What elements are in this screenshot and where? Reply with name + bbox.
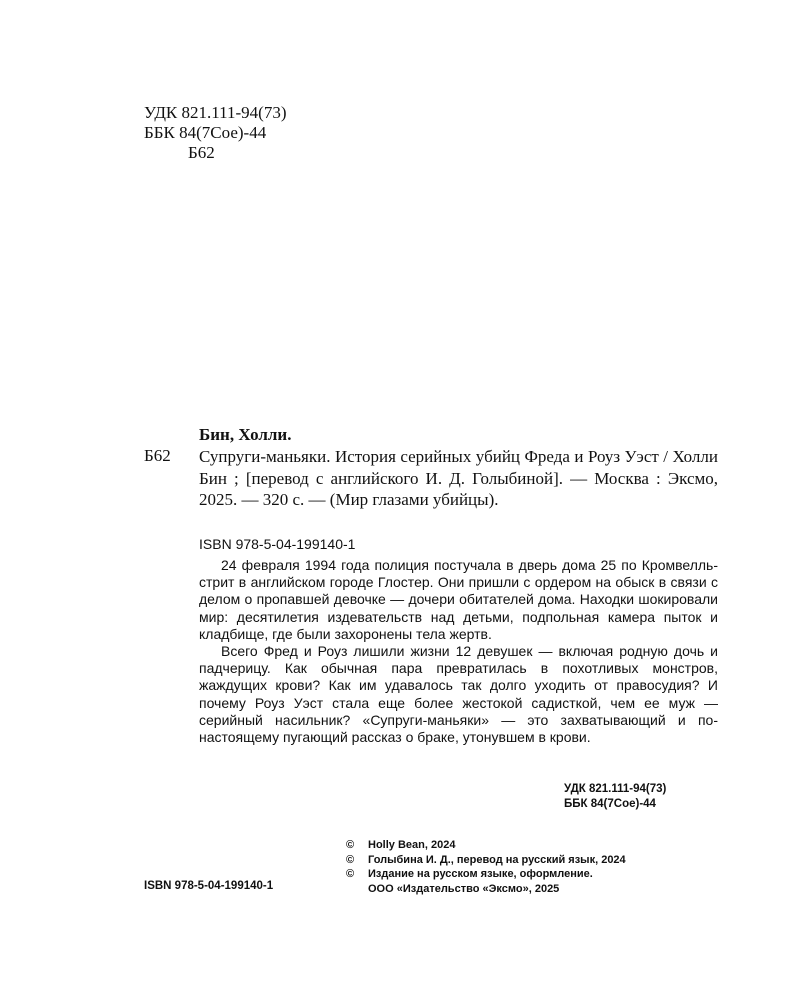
annotation-paragraph: 24 февраля 1994 года полиция постучала в дверь дома 25 по Кромвелль-стрит в английском городе Глостер. Они пришли с ордером на обыск в связи с делом о пропавшей девочке — дочери обитателей дома. Находки шокировали мир: десятилетия издевательств над детьми, подпольная камера пыток и кладбище, где были захоронены тела жертв. <box>199 557 718 642</box>
copyright-line <box>346 853 726 868</box>
catalog-author: Бин, Холли. <box>199 425 292 444</box>
annotation <box>199 557 718 746</box>
bottom-classification-codes <box>564 782 666 812</box>
copyright-line <box>346 882 726 897</box>
udk-code: УДК 821.111-94(73) <box>144 103 287 122</box>
catalog-code: Б62 <box>144 446 171 465</box>
copyright-text: Holly Bean, 2024 <box>368 839 456 851</box>
annotation-paragraph: Всего Фред и Роуз лишили жизни 12 девушек — включая родную дочь и падчерицу. Как обычная пара превратилась в похотливых монстров, жаждущих крови? Как им удавалось так долго уходить от правосудия? И почему Роуз Уэст стала еще более жестокой садисткой, чем ее муж — серийный насильник? «Супруги-маньяки» — это захватывающий и по-настоящему пугающий рассказ о браке, утонувшем в крови. <box>199 643 718 746</box>
copyright-symbol: © <box>346 868 355 880</box>
bottom-udk-code: УДК 821.111-94(73) <box>564 783 667 795</box>
bbk-code: ББК 84(7Сое)-44 <box>144 123 267 142</box>
copyright-text: Издание на русском языке, оформление. <box>368 868 593 880</box>
bibliographic-description: Супруги-маньяки. История серийных убийц Фреда и Роуз Уэст / Холли Бин ; [перевод с английского И. Д. Голыбиной]. — Москва : Эксмо, 2025. — 320 с. — (Мир глазами убийцы). <box>199 447 718 509</box>
bottom-isbn: ISBN 978-5-04-199140-1 <box>144 880 274 892</box>
catalog-isbn: ISBN 978-5-04-199140-1 <box>199 536 356 552</box>
bottom-bbk-code: ББК 84(7Сое)-44 <box>564 798 656 810</box>
copyright-symbol: © <box>346 853 355 866</box>
author-sign: Б62 <box>188 143 215 162</box>
copyright-text: ООО «Издательство «Эксмо», 2025 <box>368 882 560 895</box>
top-classification-codes <box>144 103 286 163</box>
copyright-line <box>346 838 726 853</box>
copyright-line <box>346 867 726 882</box>
copyright-text: Голыбина И. Д., перевод на русский язык, 2024 <box>368 853 626 866</box>
copyright-block <box>346 838 726 896</box>
copyright-symbol: © <box>346 839 355 851</box>
